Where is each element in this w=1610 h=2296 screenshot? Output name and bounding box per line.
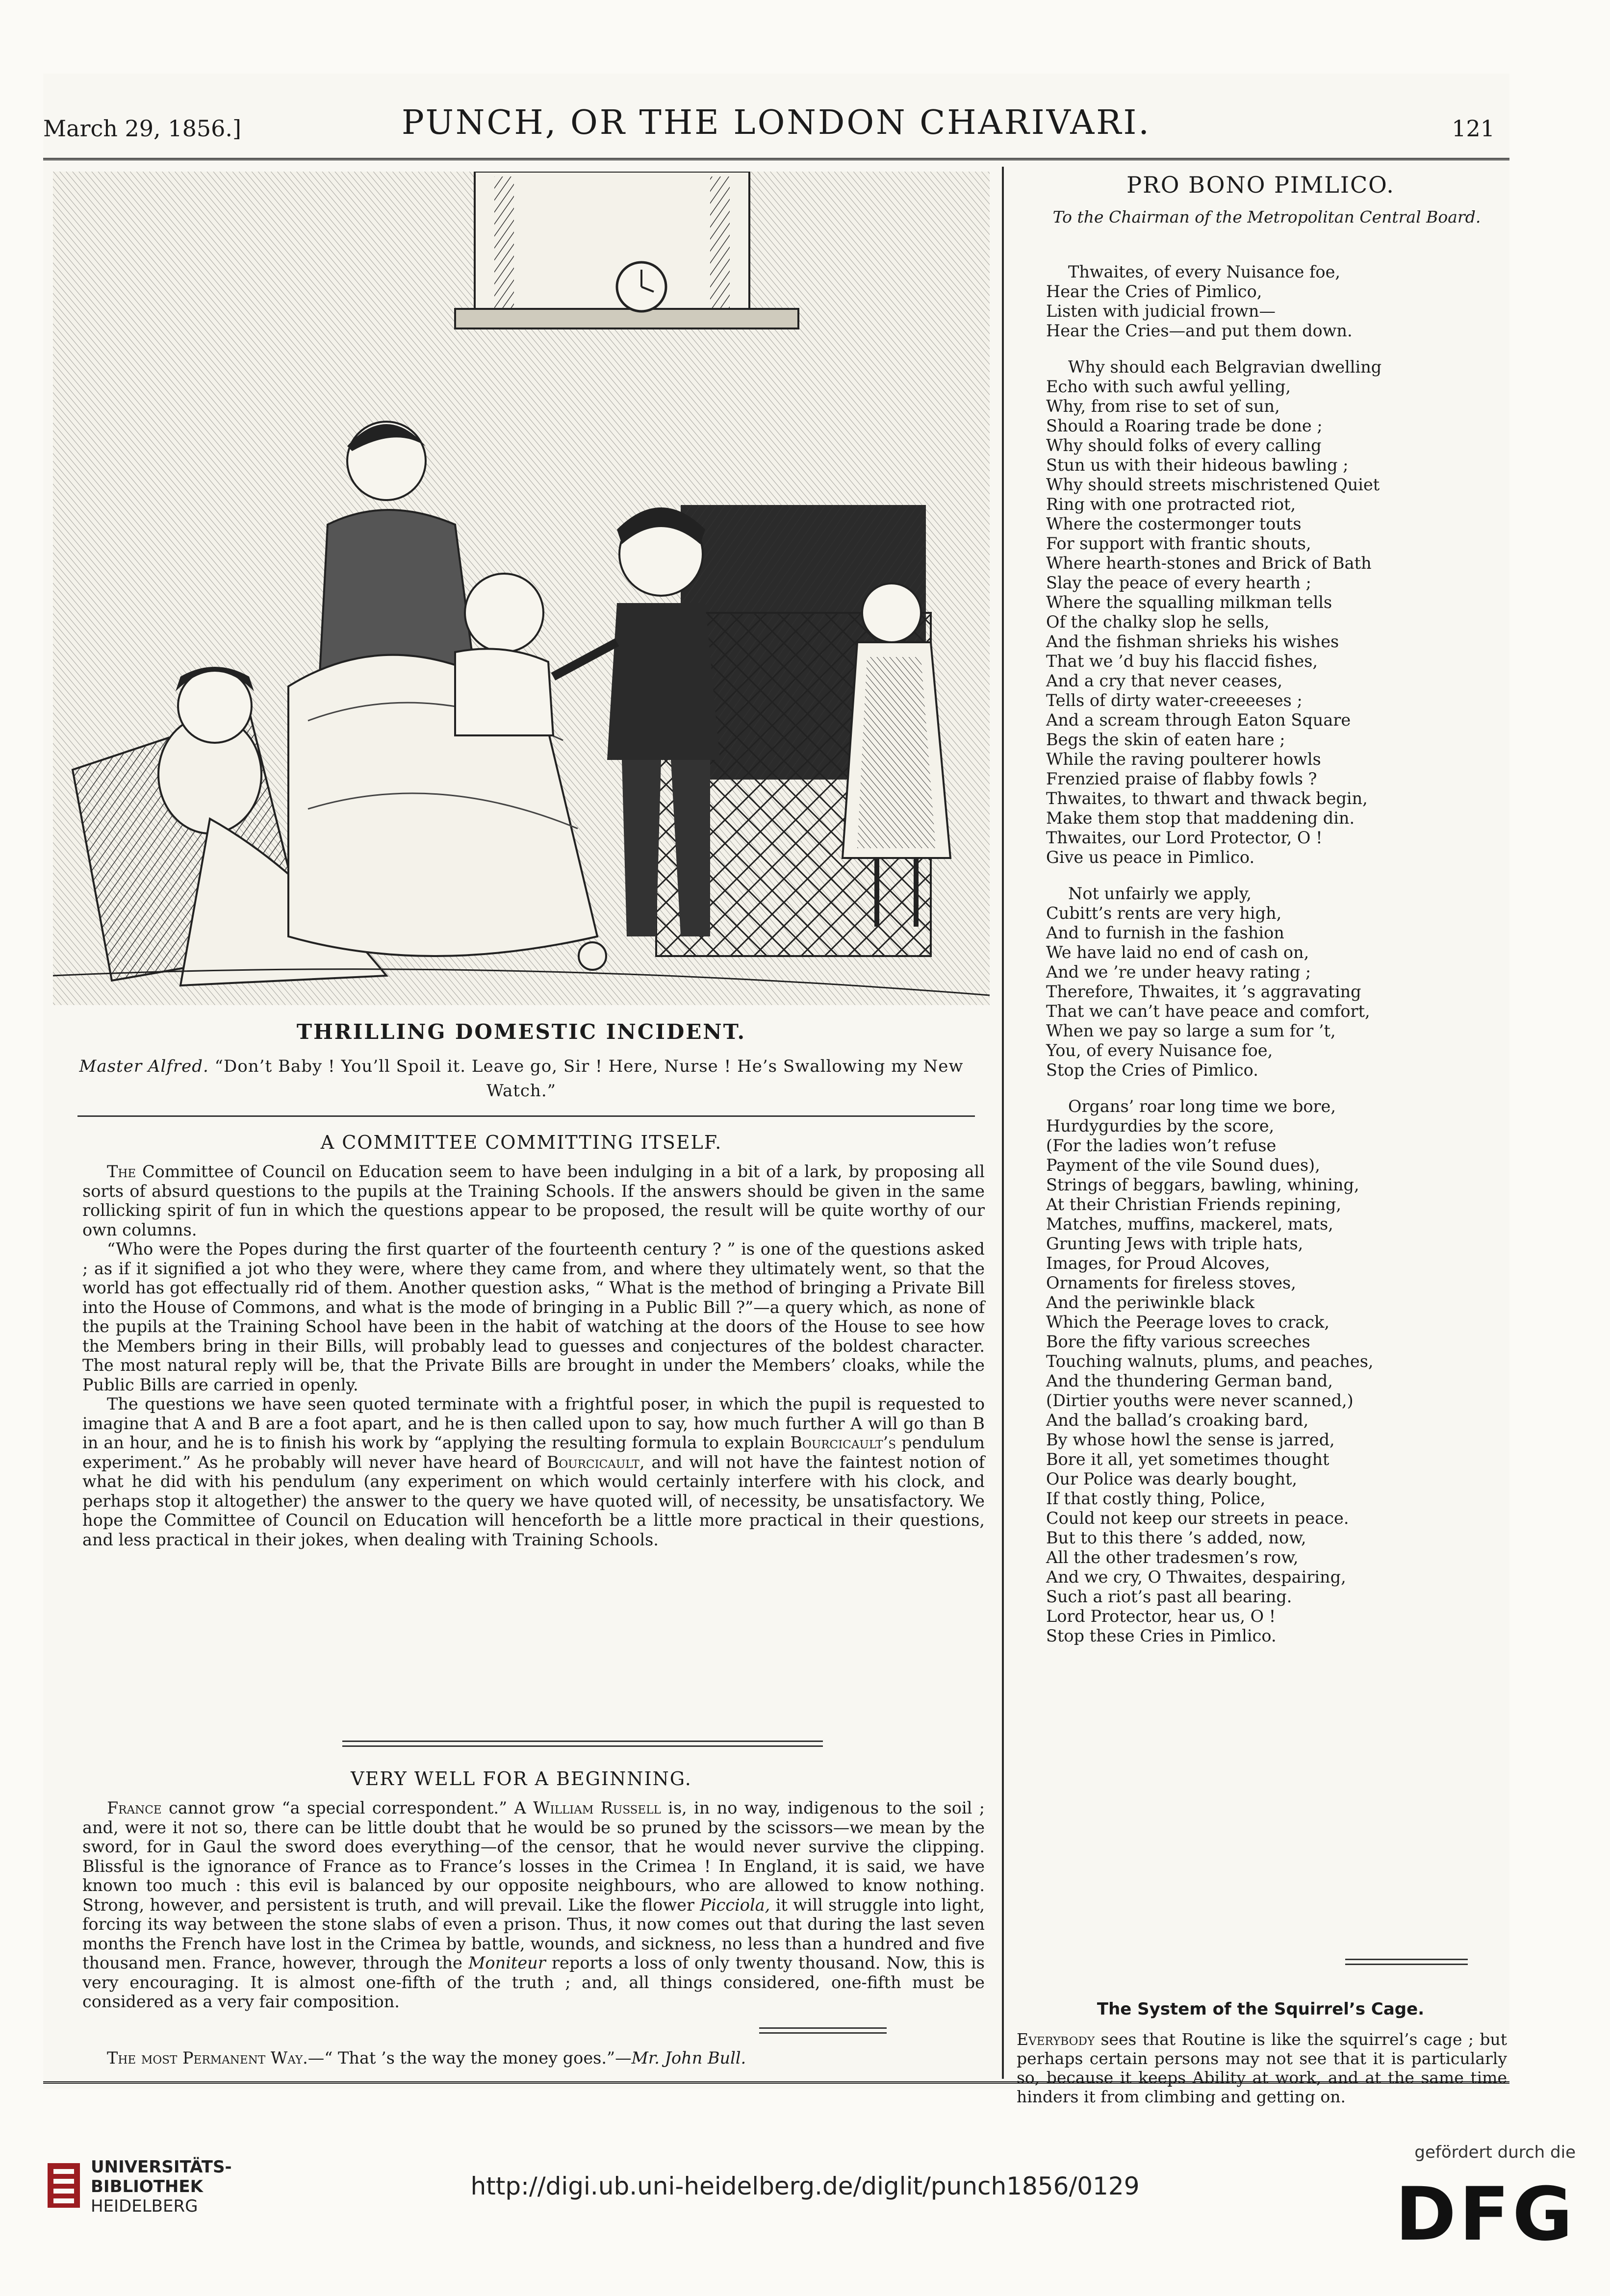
poem-line: And we ’re under heavy rating ; <box>1046 962 1311 982</box>
poem-line: (Dirtier youths were never scanned,) <box>1046 1391 1354 1410</box>
poem-line: That we ’d buy his flaccid fishes, <box>1046 652 1318 671</box>
poem-line: And to furnish in the fashion <box>1046 923 1284 942</box>
poem-line: Thwaites, of every Nuisance foe, <box>1068 262 1341 281</box>
article-text: cannot grow “a special correspondent.” A <box>169 1798 526 1817</box>
article-paragraph: “Who were the Popes during the first quarter of the fourteenth century ? ” is one of the questions asked ; as if it signified a jot who they were, where they came from, and where they ultimately went, so that the world has got effectually rid of them. Another question asks, “ What is the method of bringing a Private Bill into the House of Commons, and what is the mode of bringing in a Public Bill ?”—a query which, as none of the pupils at the Training School have been in the habit of watching at the doors of the House to see how the Members bring in their Bills, will probably lead to guesses and conjectures of the boldest character. The most natural reply will be, that the Private Bills are brought in under the Members’ cloaks, while the Public Bills are carried in openly. <box>82 1239 985 1394</box>
poem-line: (For the ladies won’t refuse <box>1046 1136 1277 1155</box>
article-text: it will struggle into light, forcing its way between the stone slabs of even a prison. Thus, it now comes out that during the last seven months the French have lost in the Crimea by battle, wounds, and sickness, no less than a hundred and five thousand men. France, however, through the <box>82 1895 985 1972</box>
poem-line: Ornaments for fireless stoves, <box>1046 1273 1296 1292</box>
poem-dedication: To the Chairman of the Metropolitan Central Board. <box>1052 207 1481 227</box>
library-line: HEIDELBERG <box>91 2196 198 2216</box>
article-lead: The <box>107 1162 136 1181</box>
article-title: A COMMITTEE COMMITTING ITSELF. <box>320 1132 722 1153</box>
article-paragraph <box>82 2048 985 2068</box>
poem-line: And we cry, O Thwaites, despairing, <box>1046 1567 1346 1587</box>
poem-line: Where the squalling milkman tells <box>1046 593 1332 612</box>
source-url[interactable]: http://digi.ub.uni-heidelberg.de/diglit/punch1856/0129 <box>470 2172 1140 2200</box>
poem-line: Why should folks of every calling <box>1046 436 1322 455</box>
poem-line: Such a riot’s past all bearing. <box>1046 1587 1292 1606</box>
squirrel-lead: Everybody <box>1017 2030 1095 2049</box>
article-body <box>82 1162 985 1549</box>
poem-body <box>1046 262 1502 1663</box>
poem-stanza <box>1046 1097 1502 1646</box>
article-text: pendulum experiment.” As he probably will never have heard of <box>82 1433 985 1472</box>
poem-stanza <box>1046 262 1502 341</box>
library-line: UNIVERSITÄTS- <box>91 2157 232 2177</box>
poem-line: Tells of dirty water-creeeeses ; <box>1046 691 1303 710</box>
poem-line: Frenzied praise of flabby fowls ? <box>1046 769 1317 788</box>
header-title: PUNCH, OR THE LONDON CHARIVARI. <box>402 103 1151 142</box>
poem-line: Begs the skin of eaten hare ; <box>1046 730 1285 749</box>
poem-stanza <box>1046 357 1502 867</box>
poem-line: Why, from rise to set of sun, <box>1046 397 1280 416</box>
article-italic: Moniteur <box>468 1953 546 1972</box>
article-text: —“ That ’s the way the money goes.”— <box>307 2048 632 2068</box>
poem-line: Which the Peerage loves to crack, <box>1046 1312 1330 1332</box>
poem-line: Organs’ roar long time we bore, <box>1068 1097 1336 1116</box>
article-name: Bourcicault, <box>546 1452 645 1472</box>
digitization-footer <box>0 2123 1610 2296</box>
poem-line: Why should streets mischristened Quiet <box>1046 475 1380 494</box>
cartoon-title: THRILLING DOMESTIC INCIDENT. <box>296 1020 746 1044</box>
page-header <box>43 101 1509 154</box>
cartoon-illustration <box>53 172 990 1005</box>
header-page-number: 121 <box>1452 115 1495 142</box>
poem-line: When we pay so large a sum for ’t, <box>1046 1021 1336 1040</box>
article-text: is, in no way, indigenous to the soil ; and, were it not so, there can be little doubt that he would be so pruned by the scissors—we mean by the sword, for in Gaul the sword does everything—of the censor, that he would never survive the clipping. Blissful is the ignorance of France as to France’s losses in the Crimea ! In England, it is said, we have known too much : this evil is balanced by our opposite neighbours, who are allowed to know nothing. Strong, however, and persistent is truth, and will prevail. Like the flower <box>82 1798 985 1915</box>
article-italic: Picciola, <box>700 1895 770 1915</box>
right-column <box>1012 167 1509 2106</box>
poem-line: Stun us with their hideous bawling ; <box>1046 455 1349 475</box>
poem-line: Echo with such awful yelling, <box>1046 377 1291 396</box>
poem-line: Images, for Proud Alcoves, <box>1046 1254 1270 1273</box>
article-name: Bourcicault’s <box>790 1433 896 1452</box>
poem-line: Touching walnuts, plums, and peaches, <box>1046 1352 1374 1371</box>
short-rule <box>1345 1964 1468 1965</box>
poem-line: And a scream through Eaton Square <box>1046 710 1351 730</box>
poem-line: And the thundering German band, <box>1046 1371 1333 1390</box>
article-title: VERY WELL FOR A BEGINNING. <box>351 1768 692 1790</box>
poem-line: Where the costermonger touts <box>1046 514 1302 533</box>
short-rule <box>1345 1959 1468 1960</box>
poem-line: Thwaites, to thwart and thwack begin, <box>1046 789 1368 808</box>
poem-line: Thwaites, our Lord Protector, O ! <box>1046 828 1323 847</box>
squirrel-text: sees that Routine is like the squirrel’s cage ; but perhaps certain persons may not see that it is particularly so, because it keeps Ability at work, and at the same time hinders it from climbing and getting on. <box>1017 2030 1508 2106</box>
poem-line: Bore the fifty various screeches <box>1046 1332 1310 1351</box>
poem-line: Therefore, Thwaites, it ’s aggravating <box>1046 982 1361 1001</box>
article-paragraph <box>82 1162 985 1239</box>
poem-line: Hear the Cries—and put them down. <box>1046 321 1353 340</box>
poem-line: Should a Roaring trade be done ; <box>1046 416 1323 435</box>
poem-line: Stop these Cries in Pimlico. <box>1046 1626 1277 1645</box>
poem-line: Lord Protector, hear us, O ! <box>1046 1607 1276 1626</box>
article-body <box>82 2048 985 2068</box>
article-text: Committee of Council on Education seem to have been indulging in a bit of a lark, by proposing all sorts of absurd questions to the pupils at the Training Schools. If the answers should be given in the same rollicking spirit of fun in which the questions appear to be proposed, the result will be quite worthy of our own columns. <box>82 1162 985 1239</box>
poem-line: By whose howl the sense is jarred, <box>1046 1430 1335 1449</box>
poem-line: Of the chalky slop he sells, <box>1046 612 1270 631</box>
article-body <box>82 1798 985 2012</box>
poem-line: Make them stop that maddening din. <box>1046 808 1355 828</box>
poem-line: Cubitt’s rents are very high, <box>1046 904 1282 923</box>
poem-line: Stop the Cries of Pimlico. <box>1046 1060 1258 1080</box>
poem-line: Grunting Jews with triple hats, <box>1046 1234 1303 1253</box>
poem-stanza <box>1046 884 1502 1080</box>
poem-line: Strings of beggars, bawling, whining, <box>1046 1175 1359 1194</box>
short-rule <box>342 1741 823 1742</box>
poem-line: At their Christian Friends repining, <box>1046 1195 1342 1214</box>
section-rule <box>77 1115 975 1117</box>
poem-line: Ring with one protracted riot, <box>1046 495 1296 514</box>
newspaper-page <box>43 74 1509 2106</box>
cartoon-quote: “Don’t Baby ! You’ll Spoil it. Leave go, Sir ! Here, Nurse ! He’s Swallowing my New Watch.” <box>214 1057 964 1101</box>
cartoon-speaker: Master Alfred. <box>79 1057 209 1076</box>
funded-by-label: gefördert durch die <box>1414 2143 1576 2162</box>
article-text: reports a loss of only twenty thousand. Now, this is very encouraging. It is almost one-fifth of the truth ; and, all things considered, one-fifth must be considered as a very fair composition. <box>82 1953 985 2011</box>
poem-line: Matches, muffins, mackerel, mats, <box>1046 1214 1333 1234</box>
poem-line: And the fishman shrieks his wishes <box>1046 632 1339 651</box>
squirrel-body <box>1017 2030 1507 2106</box>
poem-line: Slay the peace of every hearth ; <box>1046 573 1311 592</box>
poem-line: You, of every Nuisance foe, <box>1046 1041 1273 1060</box>
poem-line: Give us peace in Pimlico. <box>1046 848 1255 867</box>
poem-line: That we can’t have peace and comfort, <box>1046 1002 1370 1021</box>
cartoon-caption <box>68 1054 975 1103</box>
poem-line: But to this there ’s added, now, <box>1046 1528 1306 1547</box>
poem-line: Our Police was dearly bought, <box>1046 1469 1298 1489</box>
short-rule <box>759 2027 887 2029</box>
poem-line: And a cry that never ceases, <box>1046 671 1283 690</box>
poem-line: Hear the Cries of Pimlico, <box>1046 282 1262 301</box>
library-line: BIBLIOTHEK <box>91 2177 203 2196</box>
poem-title: PRO BONO PIMLICO. <box>1126 172 1395 198</box>
poem-line: If that costly thing, Police, <box>1046 1489 1266 1508</box>
short-rule <box>342 1745 823 1747</box>
article-lead: France <box>107 1798 162 1817</box>
poem-line: We have laid no end of cash on, <box>1046 943 1309 962</box>
column-divider <box>1002 167 1004 2079</box>
poem-line: Bore it all, yet sometimes thought <box>1046 1450 1329 1469</box>
header-rule <box>43 158 1509 160</box>
article-paragraph <box>82 1798 985 2012</box>
left-column <box>48 167 995 2079</box>
poem-line: Could not keep our streets in peace. <box>1046 1509 1349 1528</box>
article-text: and will not have the faintest notion of what he did with his pendulum (any experiment on which would certainly interfere with his clock, and perhaps stop it altogether) the answer to the query we have quoted will, of necessity, be unsatisfactory. We hope the Committee of Council on Education will henceforth be a little more practical in their questions, and less practical in their jokes, when dealing with Training Schools. <box>82 1452 985 1549</box>
poem-line: For support with frantic shouts, <box>1046 534 1311 553</box>
poem-line: Hurdygurdies by the score, <box>1046 1116 1275 1135</box>
header-date: March 29, 1856.] <box>43 115 241 142</box>
poem-line: And the ballad’s croaking bard, <box>1046 1411 1309 1430</box>
dfg-logo: DFG <box>1395 2172 1576 2257</box>
squirrel-title: The System of the Squirrel’s Cage. <box>1097 1999 1425 2019</box>
short-rule <box>759 2032 887 2034</box>
poem-line: Payment of the vile Sound dues), <box>1046 1156 1320 1175</box>
article-name: William Russell <box>533 1798 661 1817</box>
article-lead: The most Permanent Way. <box>107 2048 308 2068</box>
poem-line: And the periwinkle black <box>1046 1293 1255 1312</box>
poem-line: Listen with judicial frown— <box>1046 302 1276 321</box>
poem-line: Where hearth-stones and Brick of Bath <box>1046 554 1372 573</box>
poem-line: While the raving poulterer howls <box>1046 750 1321 769</box>
article-paragraph <box>82 1394 985 1549</box>
article-text: The questions we have seen quoted terminate with a frightful poser, in which the pupil is requested to imagine that A and B are a foot apart, and he is then called upon to say, how much further A will go than B in an hour, and he is to finish his work by “applying the resulting formula to explain <box>82 1394 985 1452</box>
article-italic: Mr. John Bull. <box>631 2048 746 2068</box>
poem-line: All the other tradesmen’s row, <box>1046 1548 1299 1567</box>
poem-line: Why should each Belgravian dwelling <box>1068 357 1382 377</box>
poem-line: Not unfairly we apply, <box>1068 884 1252 903</box>
